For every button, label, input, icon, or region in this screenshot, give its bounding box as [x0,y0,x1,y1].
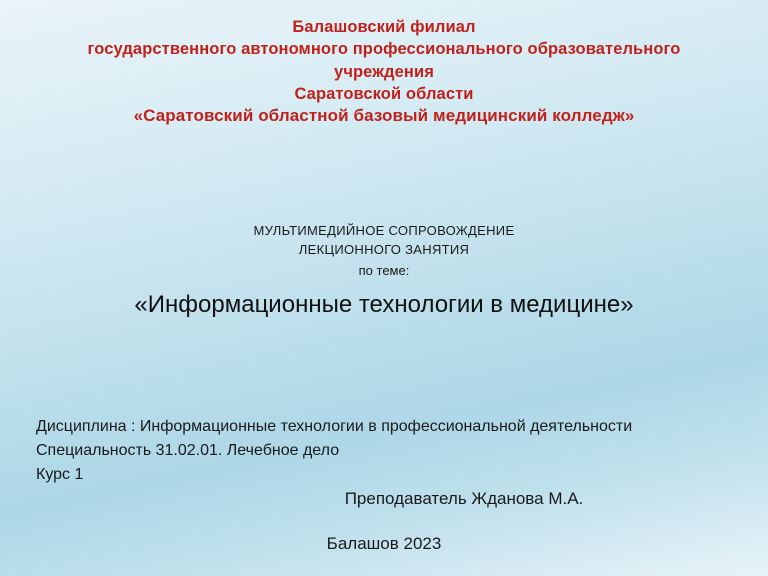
institution-header [34,16,734,128]
city-year-line: Балашов 2023 [326,534,442,553]
header-line-1: Балашовский филиал [292,18,476,36]
specialty-line: Специальность 31.02.01. Лечебное дело [36,442,340,459]
discipline-line: Дисциплина : Информационные технологии в профессиональной деятельности [36,418,633,435]
presentation-topic: «Информационные технологии в медицине» [134,290,634,318]
course-line: Курс 1 [36,466,84,483]
header-line-3: учреждения [334,62,434,81]
course-details [36,415,736,487]
teacher-line: Преподаватель Жданова М.А. [344,489,584,508]
presentation-subject [0,222,768,320]
subject-line-1: МУЛЬТИМЕДИЙНОЕ СОПРОВОЖДЕНИЕ [253,223,515,238]
subject-line-3: по теме: [358,262,410,278]
header-line-2: государственного автономного профессионального образовательного [87,40,681,59]
subject-line-2: ЛЕКЦИОННОГО ЗАНЯТИЯ [298,241,470,257]
header-line-5: «Саратовский областной базовый медицинский колледж» [133,106,635,126]
header-line-4: Саратовской области [294,84,474,103]
